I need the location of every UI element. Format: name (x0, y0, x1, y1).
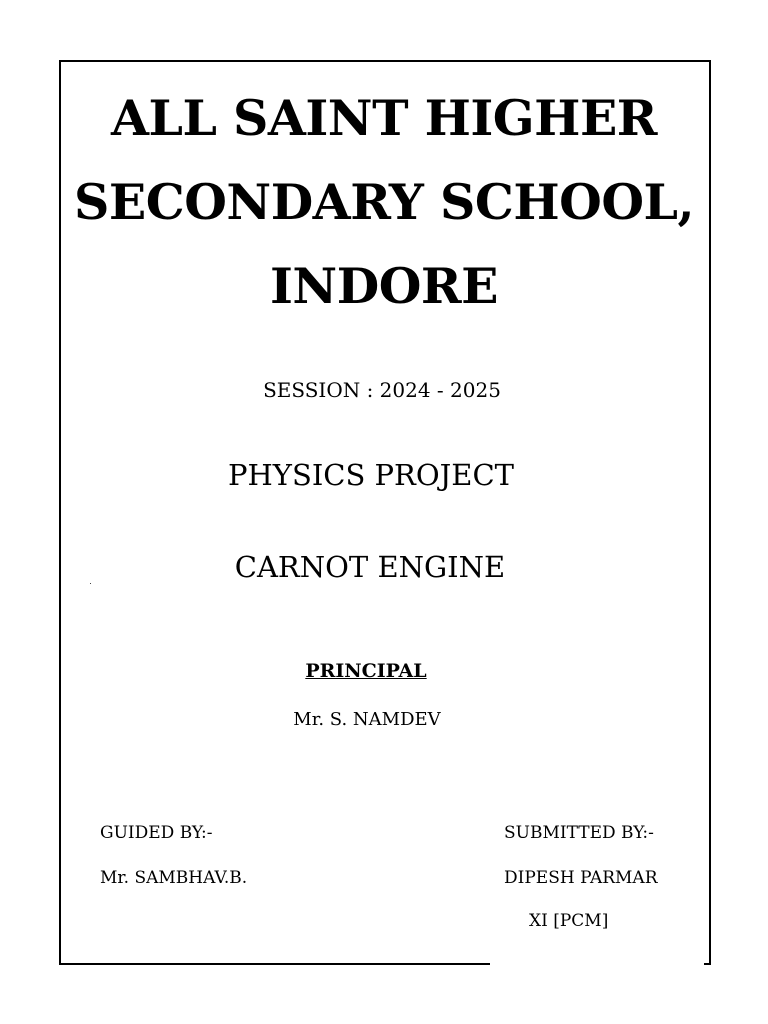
guided-by-name: Mr. SAMBHAV.B. (100, 868, 248, 888)
school-name-line-3: INDORE (270, 257, 498, 315)
principal-name: Mr. S. NAMDEV (293, 709, 441, 730)
principal-label: PRINCIPAL (305, 660, 427, 682)
guided-by-label: GUIDED BY:- (100, 823, 213, 843)
border-gap (490, 955, 704, 969)
project-topic: CARNOT ENGINE (234, 550, 506, 584)
submitted-by-name: DIPESH PARMAR (504, 868, 658, 888)
submitted-by-class: XI [PCM] (529, 911, 609, 931)
stray-mark (90, 583, 91, 584)
school-name (60, 76, 708, 328)
project-type: PHYSICS PROJECT (228, 458, 514, 492)
school-name-line-1: ALL SAINT HIGHER (110, 89, 658, 147)
session-text: SESSION : 2024 - 2025 (263, 378, 501, 402)
submitted-by-label: SUBMITTED BY:- (504, 823, 654, 843)
school-name-line-2: SECONDARY SCHOOL, (73, 173, 695, 231)
